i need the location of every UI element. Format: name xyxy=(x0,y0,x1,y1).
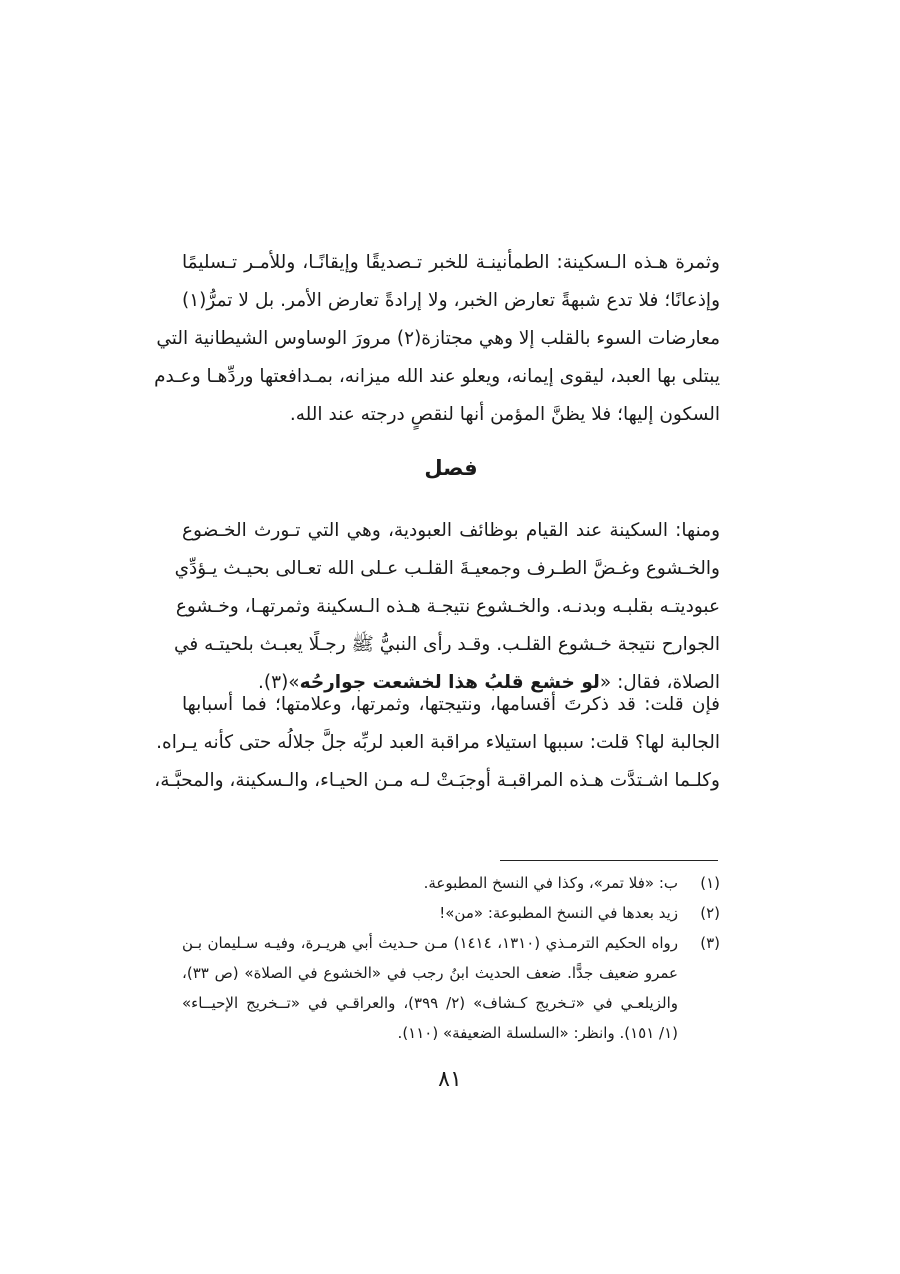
footnote-3 xyxy=(182,928,720,1048)
paragraph-line: والخـشوع وغـضَّ الطـرف وجمعيـةَ القلـب عـلى الله تعـالى بحيـث يـؤدِّي xyxy=(174,558,720,579)
footnote-number: (٣) xyxy=(700,934,720,952)
paragraph-2 xyxy=(173,512,720,702)
footnote-line: زيد بعدها في النسخ المطبوعة: «من»! xyxy=(439,904,678,922)
paragraph-line: الجوارح نتيجة خـشوع القلـب. وقـد رأى النبيُّ ﷺ رجـلًا يعبـث بلحيتـه في xyxy=(173,634,720,655)
footnote-line: (١/ ١٥١). وانظر: «السلسلة الضعيفة» (١١٠). xyxy=(397,1024,678,1042)
paragraph-line: وإذعانًا؛ فلا تدع شبهةً تعارض الخبر، ولا إرادةً تعارض الأمر. بل لا تمرُّ(١) xyxy=(182,290,720,311)
paragraph-line: ومنها: السكينة عند القيام بوظائف العبودية، وهي التي تـورث الخـضوع xyxy=(182,520,720,541)
footnote-line: والزيلعـي في «تـخريج كـشاف» (٢/ ٣٩٩)، والعراقـي في «تــخريج الإحيــاء» xyxy=(182,994,678,1012)
paragraph-line: عبوديتـه بقلبـه وبدنـه. والخـشوع نتيجـة هـذه الـسكينة وثمرتهـا، وخـشوع xyxy=(175,596,720,617)
paragraph-line: وكلـما اشـتدَّت هـذه المراقبـة أوجبَـتْ لـه مـن الحيـاء، والـسكينة، والمحبَّـة، xyxy=(154,770,720,791)
footnote-divider xyxy=(500,860,718,861)
paragraph-line: يبتلى بها العبد، ليقوى إيمانه، ويعلو عند الله ميزانه، بمـدافعتها وردِّهـا وعـدم xyxy=(154,366,720,387)
footnotes xyxy=(182,868,720,1048)
footnote-number: (١) xyxy=(700,874,720,892)
paragraph-line: فإن قلت: قد ذكرتَ أقسامها، ونتيجتها، وثمرتها، وعلامتها؛ فما أسبابها xyxy=(182,694,720,715)
footnote-line: رواه الحكيم الترمـذي (١٣١٠، ١٤١٤) مـن حـديث أبي هريـرة، وفيـه سـليمان بـن xyxy=(182,934,679,952)
paragraph-line: السكون إليها؛ فلا يظنَّ المؤمن أنها لنقصٍ درجته عند الله. xyxy=(289,404,720,425)
paragraph-line: معارضات السوء بالقلب إلا وهي مجتازة(٢) مرورَ الوساوس الشيطانية التي xyxy=(156,328,720,349)
quote-suffix: »(٣). xyxy=(258,672,300,693)
footnote-number: (٢) xyxy=(700,904,720,922)
quote-prefix: الصلاة، فقال: « xyxy=(599,672,720,693)
footnote-2 xyxy=(182,898,720,928)
footnote-1 xyxy=(182,868,720,898)
page-number: ٨١ xyxy=(438,1067,462,1092)
footnote-line: ب: «فلا تمر»، وكذا في النسخ المطبوعة. xyxy=(423,874,678,892)
section-title: فصل xyxy=(424,456,478,480)
hadith-quote: لو خشع قلبُ هذا لخشعت جوارحُه xyxy=(299,672,600,693)
paragraph-line: وثمرة هـذه الـسكينة: الطمأنينـة للخبر تـصديقًا وإيقانًـا، وللأمـر تـسليمًا xyxy=(182,252,720,273)
paragraph-1 xyxy=(154,244,720,434)
paragraph-line: الجالبة لها؟ قلت: سببها استيلاء مراقبة العبد لربِّه جلَّ جلالُه حتى كأنه يـراه. xyxy=(156,732,720,753)
paragraph-3 xyxy=(154,686,720,800)
footnote-line: عمرو ضعيف جدًّا. ضعف الحديث ابنُ رجب في «الخشوع في الصلاة» (ص ٣٣)، xyxy=(182,964,678,982)
